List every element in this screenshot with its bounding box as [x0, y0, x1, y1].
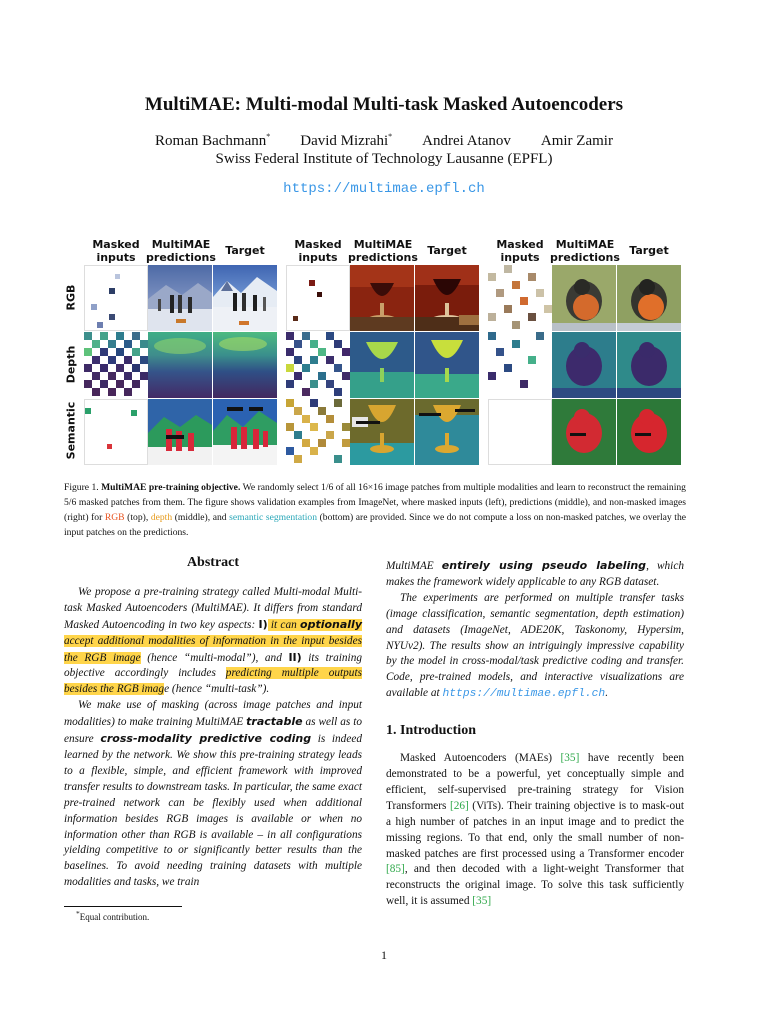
target-depth-image: [617, 332, 681, 398]
citation-link[interactable]: [35]: [560, 752, 580, 765]
author: David Mizrahi*: [300, 132, 393, 149]
masked-rgb-image: [84, 265, 148, 331]
introduction-paragraph: Masked Autoencoders (MAEs) [35] have recently been demonstrated to be a powerful, yet conceptually simple and efficient, self-supervised pre-training strategy for Vision Transformers [26] (ViTs). Their training objective is to mask-out a high number of patches in an input image and to predict the missing regions. To that end, only the small number of non-masked patches are first processed using a Transformer encoder [85], and then decoded with a light-weight Transformer that reconstructs the original image. To solve this task sufficiently well, it is assumed [35]: [386, 752, 684, 908]
predicted-depth-image: [552, 332, 616, 398]
predicted-rgb-image: [148, 265, 212, 331]
predicted-semantic-image: [350, 399, 414, 465]
introduction-heading: 1. Introduction: [386, 723, 476, 739]
masked-semantic-image: [488, 399, 552, 465]
masked-semantic-image: [84, 399, 148, 465]
column-header-masked: Masked inputs: [496, 238, 544, 264]
target-rgb-image: [617, 265, 681, 331]
masked-depth-image: [84, 332, 148, 398]
project-url-link[interactable]: https://multimae.epfl.ch: [442, 688, 606, 701]
predicted-depth-image: [148, 332, 212, 398]
paper-title: MultiMAE: Multi-modal Multi-task Masked Autoencoders: [144, 94, 624, 115]
citation-link[interactable]: [26]: [449, 799, 469, 812]
target-semantic-image: [617, 399, 681, 465]
abstract-continued-paragraph: MultiMAE entirely using pseudo labeling, which makes the framework widely applicable to any RGB dataset.: [386, 559, 684, 588]
column-header-target: Target: [427, 244, 467, 257]
masked-semantic-image: [286, 399, 350, 465]
predicted-semantic-image: [552, 399, 616, 465]
column-header-masked: Masked inputs: [92, 238, 140, 264]
figure-1: [0, 0, 768, 470]
caption-bold: MultiMAE pre-training objective.: [101, 482, 241, 493]
caption-depth-term: depth: [150, 512, 173, 523]
masked-rgb-image: [488, 265, 552, 331]
project-url-link[interactable]: https://multimae.epfl.ch: [283, 181, 485, 197]
row-label-semantic: Semantic: [64, 401, 78, 460]
abstract-paragraph: The experiments are performed on multiple transfer tasks (image classification, semantic segmentation, depth estimation) and datasets (ImageNet, ADE20K, Taskonomy, Hypersim, NYUv2). The results show an intriguingly impressive capability by the model in cross-modal/task predictive coding and transfer. Code, pre-trained models, and interactive visualizations are available at https://multimae.epfl.ch.: [386, 591, 684, 701]
abstract-paragraph: We propose a pre-training strategy called Multi-modal Multi-task Masked Autoencoders (MultiMAE). It differs from standard Masked Autoencoding in two key aspects: I) it can optionally accept additional modalities of information in the input besides the RGB image (hence “multi-modal”), and II) its training objective accordingly includes predicting multiple outputs besides the RGB image (hence “multi-task”).: [64, 585, 362, 696]
target-rgb-image: [415, 265, 479, 331]
target-depth-image: [415, 332, 479, 398]
citation-link[interactable]: [85]: [386, 863, 405, 876]
target-semantic-image: [415, 399, 479, 465]
target-semantic-image: [213, 399, 277, 465]
predicted-semantic-image: [148, 399, 212, 465]
footnote: *Equal contribution.: [76, 909, 150, 922]
column-header-predictions: MultiMAE predictions: [146, 238, 216, 264]
author: Roman Bachmann*: [155, 132, 271, 149]
footnote-rule: [64, 906, 182, 907]
author: Amir Zamir: [540, 133, 613, 149]
row-label-depth: Depth: [64, 345, 78, 384]
predicted-depth-image: [350, 332, 414, 398]
caption-semantic-term: semantic segmentation: [229, 512, 318, 523]
masked-depth-image: [286, 332, 350, 398]
target-depth-image: [213, 332, 277, 398]
column-header-masked: Masked inputs: [294, 238, 342, 264]
column-header-target: Target: [629, 244, 669, 257]
masked-rgb-image: [286, 265, 350, 331]
masked-depth-image: [488, 332, 552, 398]
abstract-section: [64, 555, 362, 891]
row-label-rgb: RGB: [64, 284, 78, 311]
abstract-paragraph: We make use of masking (across image patches and input modalities) to make training MultiMAE tractable as well as to ensure cross-modality predictive coding is indeed learned by the network. We show this pre-training strategy leads to a flexible, simple, and efficient framework with improved transfer results to downstream tasks. In particular, the same exact pre-trained network can be flexibly used when additional information besides RGB images is available or when no information other than RGB is available – in all configurations yielding competitive to or significantly better results than the baselines. To avoid needing training datasets with multiple modalities and tasks, we train: [64, 699, 363, 889]
column-header-target: Target: [225, 244, 265, 257]
right-column: [386, 558, 684, 910]
affiliation: Swiss Federal Institute of Technology Lausanne (EPFL): [215, 151, 553, 167]
column-header-predictions: MultiMAE predictions: [550, 238, 620, 264]
predicted-rgb-image: [552, 265, 616, 331]
column-header-predictions: MultiMAE predictions: [348, 238, 418, 264]
caption-rgb-term: RGB: [104, 512, 125, 523]
author: Andrei Atanov: [422, 133, 511, 149]
page-number: 1: [381, 948, 387, 962]
target-rgb-image: [213, 265, 277, 331]
predicted-rgb-image: [350, 265, 414, 331]
citation-link[interactable]: [35]: [472, 895, 492, 908]
figure-caption: Figure 1. MultiMAE pre-training objective. We randomly select 1/6 of all 16×16 image patches from multiple modalities and learn to reconstruct the remaining 5/6 masked patches from them. The figure shows validation examples from ImageNet, where masked inputs (left), predictions (middle), and non-masked images (right) for RGB (top), depth (middle), and semantic segmentation (bottom) are provided. Since we do not compute a loss on non-masked patches, we overlay the input patches on the predictions.: [64, 482, 686, 538]
abstract-heading: Abstract: [186, 555, 240, 570]
caption-label: Figure 1.: [64, 482, 99, 493]
